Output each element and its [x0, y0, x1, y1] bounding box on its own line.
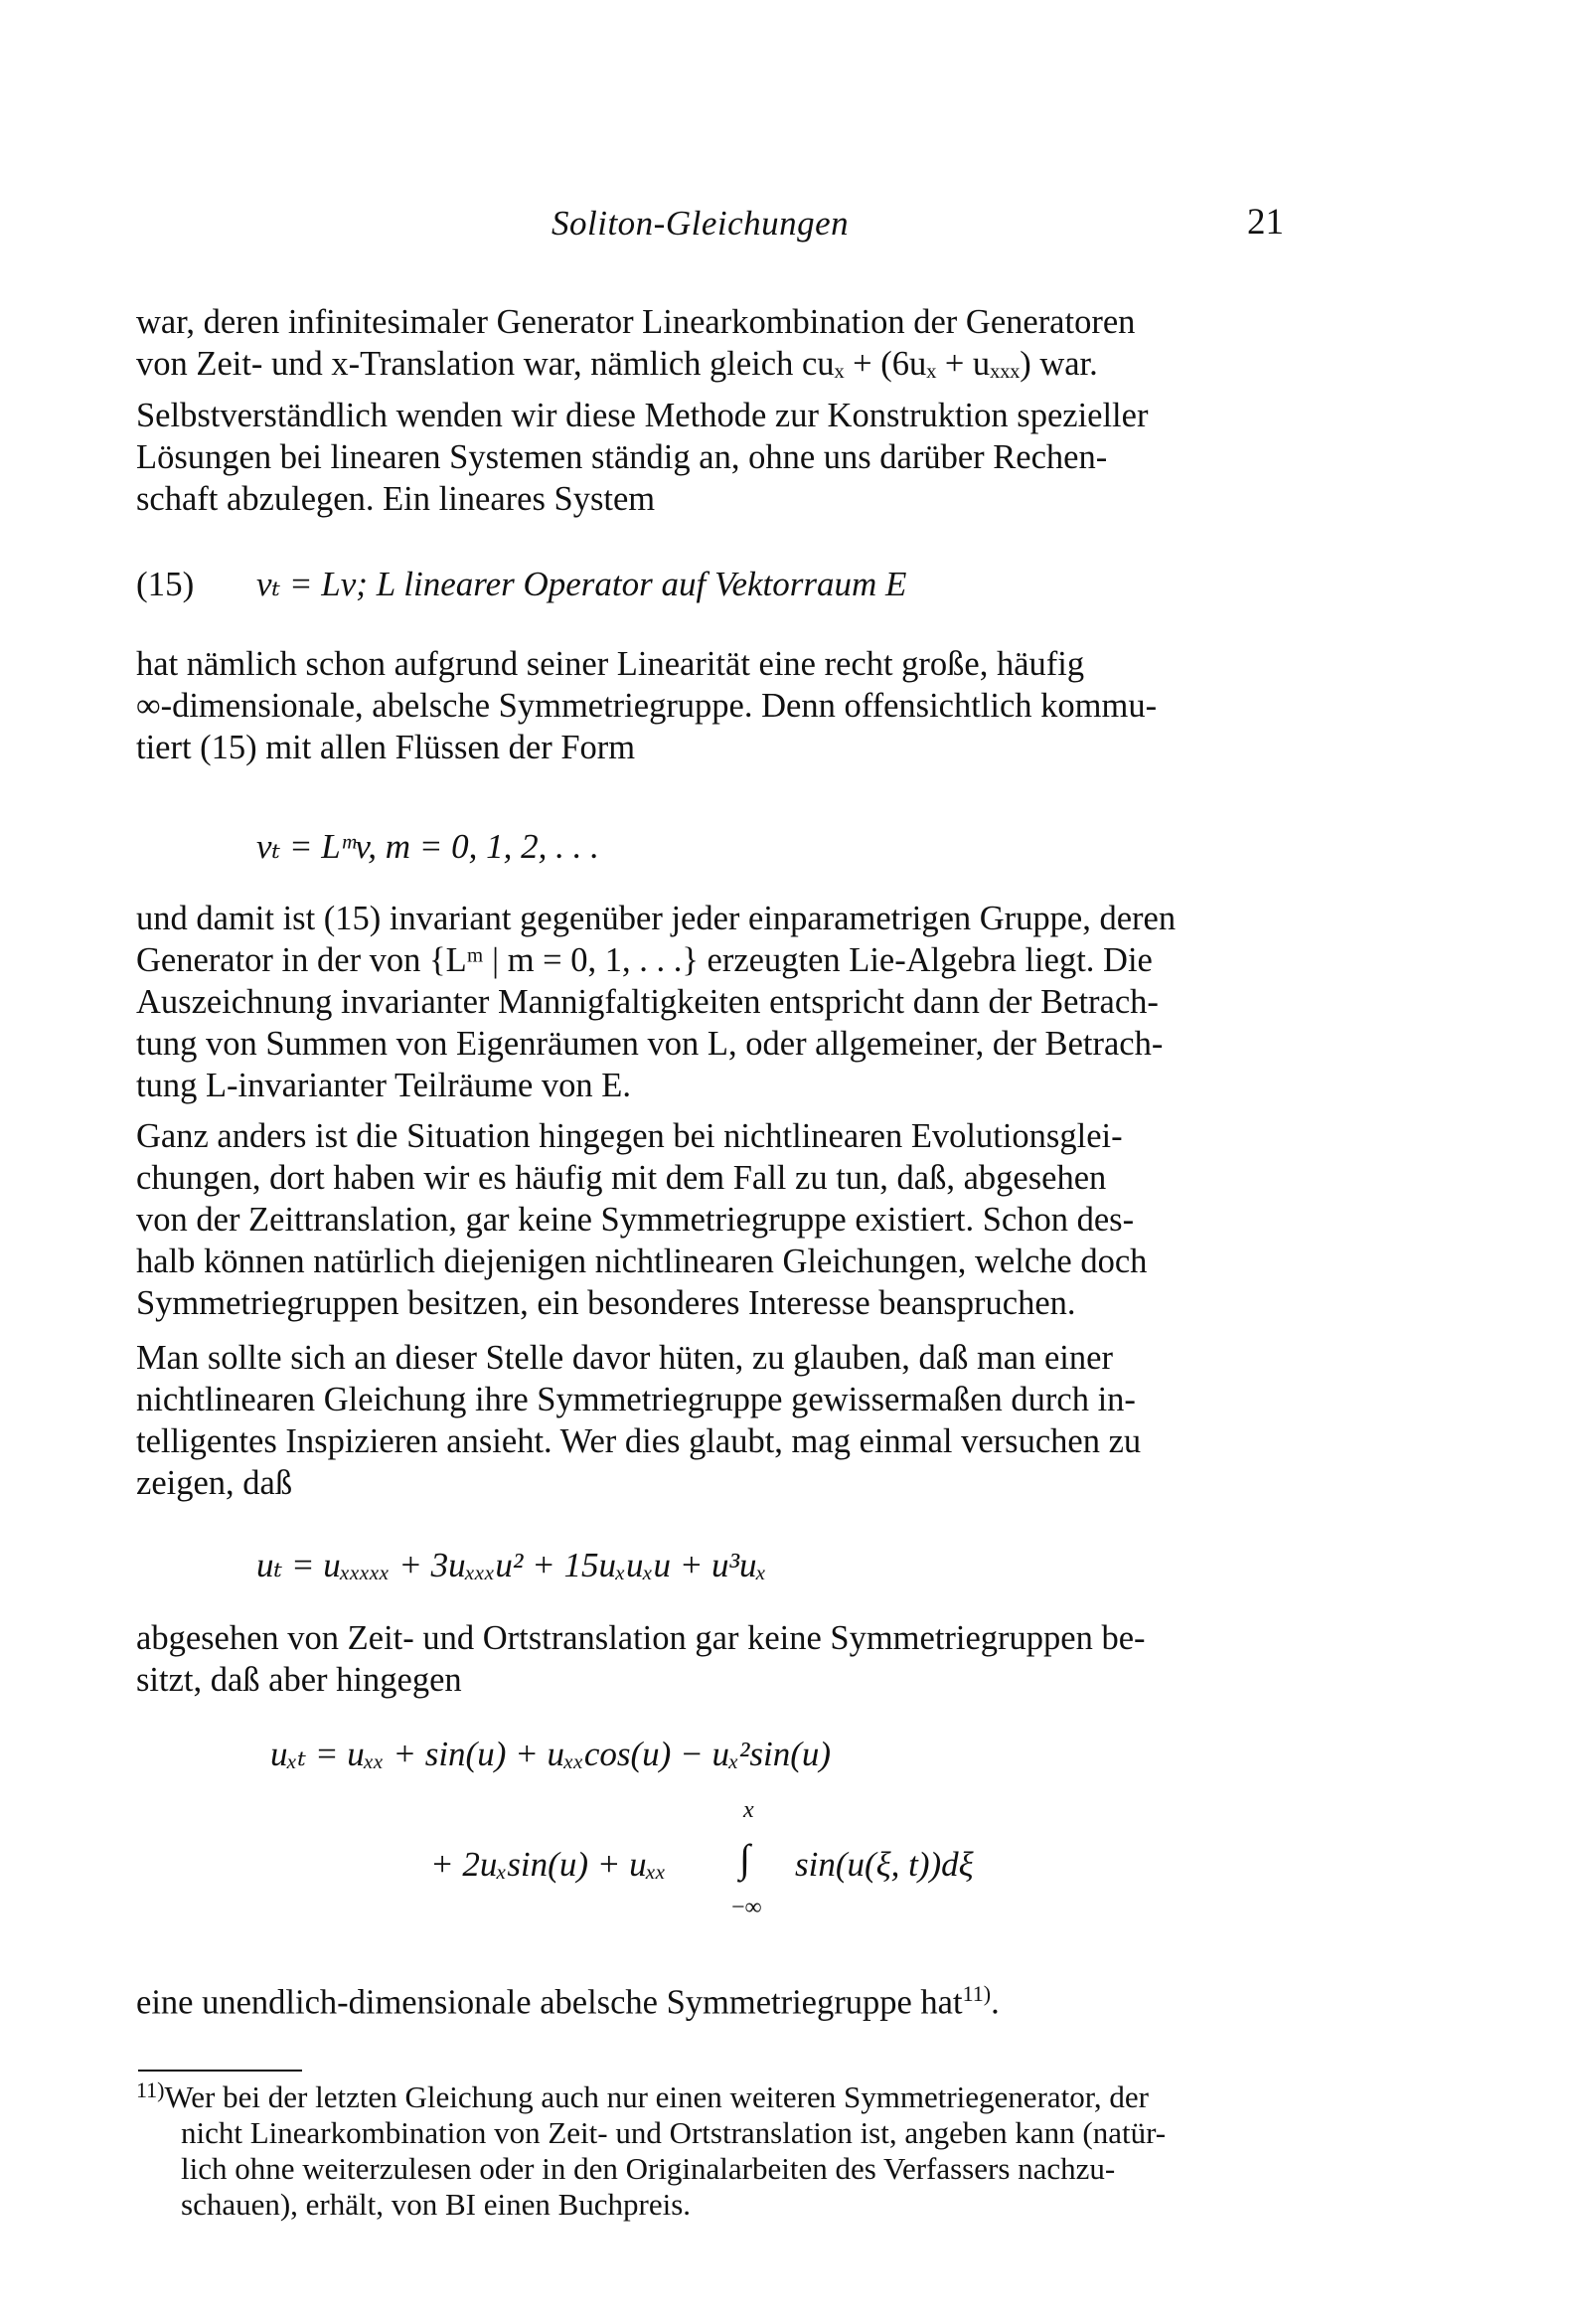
paragraph-2 [136, 395, 1289, 520]
footnote-reference: 11) [962, 1981, 992, 2006]
equation-15: vₜ = Lv; L linearer Operator auf Vektorraum E [256, 565, 907, 603]
text-line: eine unendlich-dimensionale abelsche Symmetriegruppe hat$^{11)}$. [136, 1981, 1000, 2022]
footnote-line [136, 2073, 1289, 2115]
text-line: Generator in der von {Lᵐ | m = 0, 1, . . .} erzeugten Lie-Algebra liegt. Die [136, 941, 1153, 979]
text-line: ∞-dimensionale, abelsche Symmetriegruppe. Denn offensichtlich kommu- [136, 687, 1158, 725]
text-line: nichtlinearen Gleichung ihre Symmetriegruppe gewissermaßen durch in- [136, 1381, 1136, 1418]
equation-fifth-order: uₜ = uₓₓₓₓₓ + 3uₓₓₓu² + 15uₓuₓu + u³uₓ [256, 1546, 767, 1584]
text-line: telligentes Inspizieren ansieht. Wer dies glaubt, mag einmal versuchen zu [136, 1422, 1142, 1460]
equation-sine-line-2b: sin(u(ξ, t))dξ [795, 1845, 974, 1884]
equation-sine-line-1: uₓₜ = uₓₓ + sin(u) + uₓₓcos(u) − uₓ²sin(u) [270, 1735, 832, 1773]
text-line: halb können natürlich diejenigen nichtlinearen Gleichungen, welche doch [136, 1243, 1148, 1280]
text-line: Selbstverständlich wenden wir diese Methode zur Konstruktion spezieller [136, 397, 1149, 434]
page-number: 21 [1247, 202, 1284, 243]
paragraph-1 [136, 301, 1289, 385]
footnote-marker: 11) [136, 2077, 165, 2102]
text-line: Auszeichnung invarianter Mannigfaltigkeiten entspricht dann der Betrach- [136, 983, 1159, 1021]
equation-sine-line-2a: + 2uₓsin(u) + uₓₓ [430, 1845, 667, 1884]
text-line: Symmetriegruppen besitzen, ein besonderes Interesse beanspruchen. [136, 1284, 1076, 1322]
paragraph-3 [136, 643, 1289, 768]
text-line: von der Zeittranslation, gar keine Symmetriegruppe existiert. Schon des- [136, 1201, 1135, 1239]
text-line: tung L-invarianter Teilräume von E. [136, 1067, 631, 1104]
footnote [136, 2073, 1289, 2223]
equation-flows: vₜ = Lᵐv, m = 0, 1, 2, . . . [256, 827, 599, 866]
integral-lower-limit: −∞ [731, 1895, 762, 1920]
text-line: zeigen, daß [136, 1464, 293, 1502]
text-line: chungen, dort haben wir es häufig mit dem Fall zu tun, daß, abgesehen [136, 1159, 1107, 1197]
text-line: schaft abzulegen. Ein lineares System [136, 480, 656, 518]
paragraph-8 [136, 1973, 1289, 2024]
integral-upper-limit: x [743, 1797, 754, 1823]
text-line: tiert (15) mit allen Flüssen der Form [136, 729, 636, 766]
footnote-line: nicht Linearkombination von Zeit- und Ortstranslation ist, angeben kann (natür- [181, 2115, 1167, 2150]
equation-number: (15) [136, 565, 195, 603]
text-line: Ganz anders ist die Situation hingegen bei nichtlinearen Evolutionsglei- [136, 1117, 1123, 1155]
text-line: sitzt, daß aber hingegen [136, 1661, 462, 1699]
text-line: abgesehen von Zeit- und Ortstranslation gar keine Symmetriegruppen be- [136, 1619, 1146, 1657]
text-line: war, deren infinitesimaler Generator Linearkombination der Generatoren [136, 303, 1136, 341]
text-line: hat nämlich schon aufgrund seiner Linearität eine recht große, häufig [136, 645, 1085, 683]
text-line: Lösungen bei linearen Systemen ständig an, ohne uns darüber Rechen- [136, 438, 1108, 476]
text-line: Man sollte sich an dieser Stelle davor hüten, zu glauben, daß man einer [136, 1339, 1113, 1377]
running-header: Soliton-Gleichungen [552, 204, 850, 243]
paragraph-7 [136, 1617, 1289, 1701]
paragraph-6 [136, 1337, 1289, 1504]
text-line-body: eine unendlich-dimensionale abelsche Symmetriegruppe hat [136, 1983, 963, 2022]
text-line: tung von Summen von Eigenräumen von L, oder allgemeiner, der Betrach- [136, 1025, 1164, 1063]
paragraph-4 [136, 898, 1289, 1106]
footnote-line: lich ohne weiterzulesen oder in den Originalarbeiten des Verfassers nachzu- [181, 2151, 1116, 2186]
integral-sign: ∫ [739, 1836, 750, 1881]
text-line: und damit ist (15) invariant gegenüber jeder einparametrigen Gruppe, deren [136, 900, 1177, 937]
footnote-line: schauen), erhält, von BI einen Buchpreis. [181, 2187, 692, 2222]
footnote-rule [138, 2070, 302, 2072]
paragraph-5 [136, 1115, 1289, 1324]
footnote-text: Wer bei der letzten Gleichung auch nur einen weiteren Symmetriegenerator, der [164, 2079, 1149, 2114]
text-line: von Zeit- und x-Translation war, nämlich gleich cuₓ + (6uₓ + uₓₓₓ) war. [136, 345, 1098, 383]
